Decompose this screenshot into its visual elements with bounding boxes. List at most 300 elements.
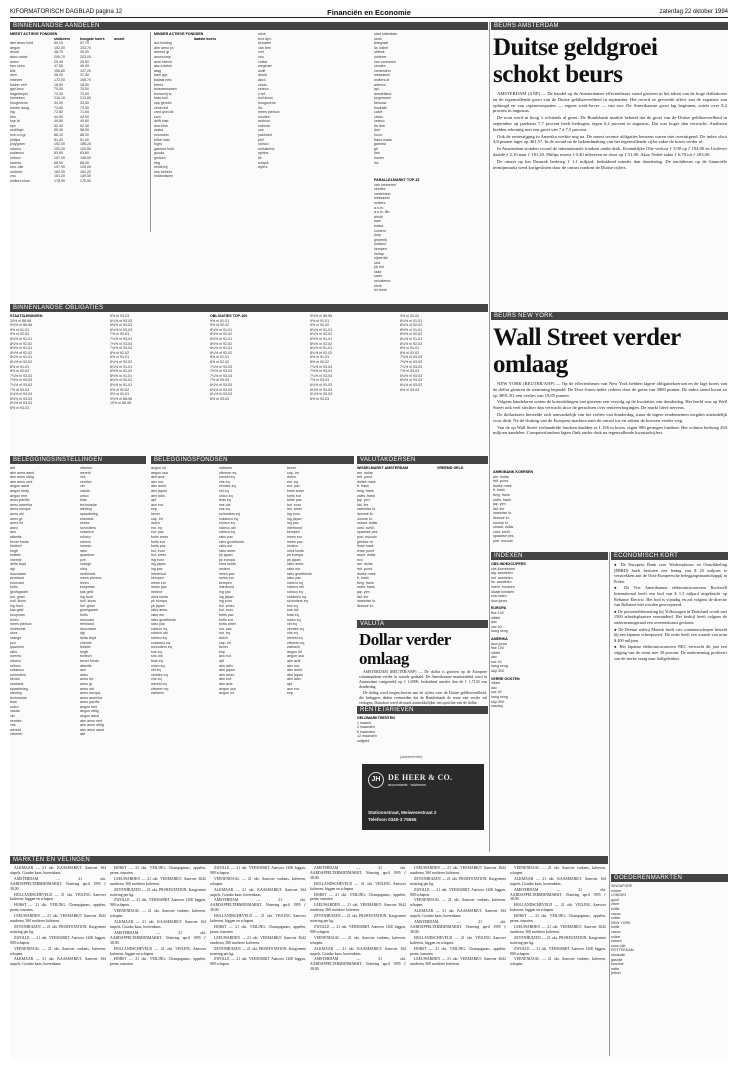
row-label: eur. eq [219,631,230,636]
row-label: apf [219,658,224,663]
row-label: apl [374,87,379,92]
row-label: 8½% nl 92-02 [110,369,133,374]
advertisement-de-heer[interactable] [362,764,484,830]
row-label: stad rotterdam [374,32,398,36]
row-label: bngfr [80,649,89,654]
row-label: apf [287,681,292,686]
row-label: grolsch [154,156,166,161]
row-label: 8½% nl 91-01 [10,346,33,351]
market-report: VEENENDAAL — 21 okt. Aanvoer varkens, kalveren, schapen. [410,898,506,908]
row-label: duitse mark [357,479,376,484]
row-label: eoe-index [491,594,507,599]
aandelen-right-column [374,32,488,165]
row-label: kas geld [10,608,24,613]
paragraph: Ook de rentestijging in Amerika werkte nog na. De meest recente obligaties beurzen waren niet overtuigend. De index sloot 4,8 punten lager op 401,57. In de avond na de bekendmaking van het tegenvallende cijfer zakte de koers verder af. [493,133,727,145]
row-label: vredestein [374,191,391,196]
section-bar-beleggingsfondsen: BELEGGINGSFONDSEN [151,456,354,464]
market-report: AMSTERDAM — 21 okt. AARDAPPELTERMIJNMARKT. Notering april 1995 ƒ 38,00. [10,876,106,891]
market-report: HORST — 21 okt. VEILING: Champignons, appelen, peren, tomaten. [10,903,106,913]
row-label: schroders eq [287,599,308,604]
row-label: vhs eq [219,479,230,484]
row-label: vbi [80,484,85,489]
row-label: heineken [10,96,25,101]
row-value: 192,00 [54,142,65,147]
row-label: zweedse kr. [357,599,376,604]
row-label: oost. schill. [493,529,511,534]
row-label: rodamco eq [151,640,170,645]
row-label: trias eq [287,613,299,617]
row-label: 7¾% nl 93-03 [310,364,333,369]
row-label: eur. pac [287,484,300,489]
row-label: jap. yen [357,498,370,503]
row-value: 34,00 [54,100,63,105]
obl-rows-5 [400,314,488,392]
row-label: mees pierson [258,110,280,115]
row-label: hes beheer [154,169,172,174]
row-label: 8% nl 92-02 [210,359,230,364]
row-value: 73,00 [80,91,89,96]
row-label: senior [80,521,90,526]
row-label: aegon aand [10,484,29,489]
row-label: amro europa [80,691,101,696]
row-label: 8¾% nl 92-02 [310,332,333,337]
row-label: 8% nl 91-01 [210,355,230,360]
row-label: 8¾% nl 91-01 [210,327,233,332]
amro-koersen-table [493,470,727,548]
row-label: 6½% nl 93-03 [210,387,233,392]
row-label: unico [10,704,19,709]
row-label: econosto [154,133,169,138]
row-value: 25,50 [80,59,89,64]
row-label: unique [258,160,269,165]
section-bar-binnenland-aandelen: BINNENLANDSE AANDELEN [10,22,488,30]
row-label: 7% nl 93-03 [310,378,330,383]
row-label: phil [258,137,264,142]
table-row [219,691,285,696]
paragraph: AMSTERDAM (ANP) — De handel op de Amsterdamse effectenbeurs stond gisteren in het teken van de hoge dollarkoers en de tegenvallende groei van de Duitse geldhoeveelheid in september. Het record ze gevoerde affect van de expansie van ophoogd en van ceptmeseopaties — ergens werk-hever — van ster. De Amerikaanse groei lag beginnen, zoiets over 8,2 procent in augustus. [493,91,727,114]
row-label: aegon rent [80,704,98,709]
row-value: 49,00 [80,64,89,69]
row-label: koffie [611,906,620,911]
market-report: ZWOLLE — 21 okt. VEEMARKT Aanvoer 1200 biggen, 900 schapen. [210,866,306,875]
news-item: ● De Vier Amerikaanse elektronicaconcerns Rockwell International heeft een bod van $ 1,3 miljard uitgebracht op Reliance Electric. Het bod is vijandig en zal volgens de directie van Reliance niet worden geaccepteerd. [614,585,727,608]
economisch-kort-column [614,562,727,662]
row-value: 103,70 [80,45,91,50]
row-label: eemland [10,576,24,581]
row-label: gamma hold. [154,146,175,151]
row-label: cap. int [219,640,231,645]
row-label: goud [611,897,619,902]
row-label: ohra fonds [219,562,236,567]
row-label: stork [258,32,266,36]
market-report: AMSTERDAM — 21 okt. AARDAPPELTERMIJNMARKT. Notering april 1995 ƒ 38,00. [110,930,206,945]
market-report: AMSTERDAM — 21 okt. AARDAPPELTERMIJNMARKT. Notering april 1995 ƒ 38,00. [310,957,406,972]
row-label: borsumij w. [154,91,172,96]
row-label: stookolie [611,952,626,957]
row-label: rabo pac [151,622,165,627]
market-report: ZWOLLE — 21 okt. VEEMARKT Aanvoer 1200 biggen, 900 schapen. [310,924,406,934]
row-label: nafta [611,966,619,971]
row-label: rolinco eq [219,521,235,526]
row-label: ruwe olie [611,943,626,948]
row-label: bever fonds [80,658,99,663]
hdr-omzet: omzet [114,36,125,41]
row-label: hol. amer. [287,507,303,512]
markten-column [410,866,506,968]
row-label: ass.b.ketch [154,64,173,69]
row-label: ohra [80,567,88,572]
paragraph: AMSTERDAM (REUTER/ANP) — De dollar is gisteren op de Europese valutamarkten verder in waarde gedaald. De Amerikaanse munteenheid werd in Amsterdam vastgesteld op ƒ 1,6990, beduidend minder dan de ƒ 1,7130 van donderdag. [359,670,487,689]
row-label: eur. eq [151,525,162,530]
row-label: fugro [154,142,163,147]
row-label: zilveren [80,466,93,470]
market-report: ALKMAAR — 21 okt. KAASMARKT: Aanvoer 164 stapels. Goudse kaas, boerenkaas. [410,909,506,919]
row-label: van ommeren [374,59,396,64]
row-label: 8½% nl 92-02 [310,341,333,346]
row-label: polygram [10,142,25,147]
row-label: kempen [151,576,164,581]
row-label: 7½% nl 93-03 [210,369,233,374]
row-label: snsbank [80,516,94,521]
row-label: fortis pac [151,544,166,549]
row-label: robeco obl [287,585,304,590]
row-label: wereld eq [219,475,235,480]
article-body-wall-street [493,381,727,436]
row-label: hunter [374,156,385,161]
row-label: 6½% nl 93-03 [10,396,33,401]
row-label: acf-holding [154,41,172,46]
row-label: robeco [80,539,91,544]
row-label: vhs [80,475,86,480]
row-label: abn azie [151,475,165,480]
row-label: 7½% nl 93-03 [310,369,333,374]
row-label: callgeld [357,738,370,743]
row-label: rolinco [80,534,91,539]
row-label: suiker [611,934,621,939]
row-label: abn eur. [219,677,232,682]
row-label: 6% nl 93-03 [400,387,420,392]
row-label: belg. frank [493,492,510,497]
row-label: mees pac [151,585,167,590]
masthead-section-title: Financiën en Economie [327,8,411,17]
row-label: ing euro [287,511,300,516]
row-label: abn azie [219,681,233,686]
row-label: zwits. frank [493,497,511,502]
market-report: AMSTERDAM — 21 okt. AARDAPPELTERMIJNMARKT. Notering april 1995 ƒ 38,00. [210,898,306,913]
row-label: wolters kluw [10,179,30,183]
row-label: rolinco eq [151,635,167,640]
row-label: jap. yen [493,502,506,507]
row-label: vnu [10,174,16,179]
row-label: kempen [374,246,387,251]
market-report: LEEUWARDEN — 21 okt. VEEMARKT: Aanvoer 3642 runderen, 560 nuchtere kalveren. [410,957,506,967]
row-label: holl. kloos [80,599,96,604]
parallelmarkt-title: PARALLELMARKT TOP-15 [374,178,420,182]
rente-rows [357,721,488,744]
row-label: ceteco [258,87,269,92]
row-label: pzn [10,640,16,645]
row-label: clean [374,114,383,119]
row-label: asm interm. [154,59,173,64]
row-label: amro int [80,677,93,682]
row-label: dorp [374,233,382,238]
row-label: stork [374,283,382,288]
row-value: 58,90 [80,128,89,133]
row-label: dutch [151,521,160,526]
row-label: abn japan [219,668,235,673]
row-label: fortis amer [287,488,304,493]
fonds-rows-1 [151,466,217,696]
row-label: 6¼% nl 93-03 [310,392,333,397]
row-label: 8¼% nl 91-01 [10,355,33,360]
row-label: cac 40 [491,690,502,695]
row-label: hunter doug. [10,105,31,110]
row-label: 9% nl 91-01 [310,318,330,323]
row-label: elsevier [10,77,23,82]
market-report: ALKMAAR — 21 okt. KAASMARKT: Aanvoer 164 stapels. Goudse kaas, boerenkaas. [110,920,206,929]
row-label: vbi [10,714,15,719]
row-label: spaanse pes. [493,534,515,539]
row-value: 88,00 [80,133,89,138]
row-label: 9% nl 92-02 [10,332,30,337]
table-row [287,691,354,696]
row-label: abn amro aand [10,470,35,475]
row-label: spaarbeleg [80,511,98,516]
row-label: fortis pac [287,498,302,503]
markten-veilingen-area [10,866,608,1056]
row-value: 100,50 [80,146,91,151]
row-label: quantum [10,645,24,650]
row-label: bever [287,466,296,470]
vreemd-geld-label: VREEMD GELD [437,466,464,470]
row-label: technostar [80,502,97,507]
table-row [491,629,608,634]
row-label: leven [10,617,19,622]
row-label: 6% nl 93-03 [310,396,330,401]
row-label: vendex eq [287,626,304,631]
vertical-rule [489,22,490,852]
row-label: bolsw [374,223,384,228]
row-label: kas geld [80,590,94,595]
masthead-date: zaterdag 22 oktober 1994 [659,9,728,15]
row-label: 8½% nl 91-01 [210,336,233,341]
row-label: deense kr. [493,515,510,520]
row-label: rubber [611,888,622,893]
row-label: 8¼% nl 92-02 [210,350,233,355]
row-label: aegon int [219,691,234,696]
row-value: 51,40 [54,137,63,142]
row-value: 108,00 [80,156,91,161]
row-value: 197,90 [54,165,65,170]
row-label: wereld [80,470,91,475]
row-label: econ. [374,133,383,138]
row-label: alle [10,68,16,73]
row-label: 8¾% nl 91-01 [110,382,133,387]
row-label: 6% nl 93-03 [10,405,30,410]
row-value: 71,60 [80,110,89,115]
row-label: grontmij [374,237,387,242]
row-label: gti [374,146,378,151]
row-label: wolters [374,200,386,205]
row-label: schroders eq [219,511,240,516]
markten-column [310,866,406,973]
row-label: beers [154,82,163,87]
row-label: rabo amer. [151,608,169,613]
row-label: vredestein [374,68,391,73]
row-label: jetfuel [611,971,621,976]
row-label: begemann [374,96,391,101]
row-label: mees pierson [80,576,102,581]
row-label: zwits. frank [357,585,375,590]
table-row [10,732,76,737]
row-label: benzine [611,962,624,967]
row-label: robeco eq [219,530,235,535]
row-label: gasolie [611,957,623,962]
table-row [210,397,306,402]
row-label: koopman [10,613,25,617]
row-label: port. escudo [357,534,377,539]
staatsleningen-column [10,314,106,410]
row-value: 151,20 [54,174,65,179]
row-label: 8¾% nl 91-01 [10,336,33,341]
hdr-laatste: laatste koers [194,36,216,41]
row-value: 107,20 [80,68,91,73]
row-label: bolster [80,645,91,650]
row-label: noorse kr. [493,520,509,525]
row-label: bolster [10,553,21,558]
row-label: boskalis [374,105,387,110]
hdr-hoogste: hoogste koers [80,36,105,41]
row-value: 165,70 [80,77,91,82]
row-label: ohra fonds [287,548,304,553]
row-label: 8¾% nl 92-02 [110,378,133,383]
row-value: 194,00 [80,165,91,170]
minder-actieve-column [154,32,254,179]
market-report: ZWOLLE — 21 okt. VEEMARKT Aanvoer 1200 biggen, 900 schapen. [110,898,206,908]
market-report: ALKMAAR — 21 okt. KAASMARKT: Aanvoer 164 stapels. Goudse kaas, boerenkaas. [210,887,306,897]
row-label: 6% nl 93-03 [210,396,230,401]
row-label: hagemeyer [10,91,28,96]
row-label: amstelland [374,91,392,96]
row-label: pk europa [219,557,235,562]
parallelmarkt-table [374,178,488,300]
paragraph: De toon werd in hoog 's ochtends al gezet. De Bondsbank maakte bekend dat de groei van de Duitse geldhoeveelheid in september op jaarbasis 7,7 procent heeft bedragen, tegen 6,2 procent in augustus. Dat was hoger dan verwacht. Analisten hielden rekening met een groei van 7 à 7,5 procent. [493,115,727,132]
headline-duitse-geldgroei: Duitse geldgroei schokt beurs [493,34,658,88]
row-value: 68,40 [80,160,89,165]
row-label: aegon usa [219,686,236,691]
obl-rows-3 [210,319,306,402]
row-value: 59,10 [54,41,63,46]
row-label: 9% nl 91-01 [210,318,230,323]
row-label: 6¾% nl 93-03 [10,392,33,397]
row-label: dow jones [491,598,508,603]
row-label: ital. lire [357,594,369,599]
row-label: wegener [258,64,272,69]
row-label: cac 40 [491,659,502,664]
row-label: 7% nl 93-03 [110,332,130,337]
column-divider [150,32,151,232]
row-label: port. escudo [493,538,513,543]
row-label: zilveren [10,732,23,737]
row-label: bnp [151,507,157,512]
row-label: robeco eq [151,626,167,631]
market-report: ZEVENHUIZEN — 21 okt. PROEFSTATION: Kasgroente notering per kg. [110,887,206,897]
row-value: 73,80 [54,105,63,110]
row-label: abn japan [151,488,167,493]
row-label: delta lloyd [10,562,27,567]
row-label: 8½% nl 92-02 [210,341,233,346]
parallel-rows [374,183,488,293]
index-rows [491,567,608,604]
row-label: 8½% nl 91-01 [400,327,423,332]
row-label: zilveren eq [287,640,305,645]
row-label: 10% nl 88-98 [10,318,32,323]
row-label: raad [374,269,382,274]
row-label: 7¼% nl 93-03 [310,373,333,378]
row-label: abn amro pr. [154,45,175,50]
row-label: aegon oblig [10,488,29,493]
row-label: nedlloyd [10,128,24,133]
market-report: HORST — 21 okt. VEILING: Champignons, appelen, peren, tomaten. [410,946,506,956]
row-label: aegon usa [151,470,168,475]
table-row [151,691,217,696]
row-label: dorr.blok [154,123,168,128]
market-report: ALKMAAR — 21 okt. KAASMARKT: Aanvoer 164 stapels. Goudse kaas, boerenkaas. [310,946,406,956]
row-label: ing pac [219,590,231,595]
row-label: ter beek [374,288,387,293]
row-label: abn azie [287,658,301,663]
obligaties-top-title: OBLIGATIES TOP-100 [210,314,248,318]
row-label: deense kr. [357,603,374,608]
row-label: hol. groei [10,594,25,599]
row-label: abn latin. [151,493,166,498]
row-label: ahold [258,73,267,78]
table-row [310,397,396,402]
masthead-paper-name: KIFORMATORISCH DAGBLAD pagina 12 [10,9,123,15]
row-label: ing euro [219,599,232,604]
paragraph: Volgens handelaren waren de koersdalingen van gisteren een vervolg op de kwotaties van donderdag. Het beeld was op Wall Street ook veel slechter dan verwacht door de geruchten over renteverhogingen. De markt bleef nerveus. [493,399,727,411]
row-label: otra [374,260,381,265]
market-report: ZEVENHUIZEN — 21 okt. PROEFSTATION: Kasgroente notering per kg. [510,935,606,945]
row-label: NEW YORK [611,920,631,925]
row-label: delta lloyd [80,635,97,640]
row-label: vendex [10,718,22,723]
row-value: 49,80 [54,119,63,124]
row-label: vendex eq [151,672,168,677]
row-label: dgl [80,631,85,636]
row-label: a.s.m. [374,205,384,210]
row-value: 44,90 [54,114,63,119]
row-value: 38,20 [54,73,63,78]
section-bar-beurs-amsterdam: BEURS AMSTERDAM [491,22,728,30]
section-bar-economisch-kort: ECONOMISCH KORT [611,552,728,560]
row-label: akzo nobel [10,54,28,59]
market-report: HOLLANDSCHEVELD — 21 okt. VEILING Aanvoer kalveren, biggen en schapen. [10,892,106,902]
row-label: jap. yen [357,590,370,595]
row-label: 9% nl 91-01 [110,392,130,397]
market-report: HORST — 21 okt. VEILING: Champignons, appelen, peren, tomaten. [310,892,406,902]
row-label: 6¾% nl 93-03 [210,382,233,387]
row-label: senior [10,677,20,682]
row-label: 8¼% nl 91-01 [310,346,333,351]
news-item-text: De Vier Amerikaanse elektronicaconcerns Rockwell International heeft een bod van $ 1,3 miljard uitgebracht op Reliance Electric. Het bod is vijandig en zal volgens de directie van Reliance niet worden geaccepteerd. [614,585,727,608]
row-label: abn amro oblig [10,475,34,480]
article-duitse-geldgroei [493,34,727,171]
row-label: nikkei [491,650,501,655]
row-label: interbond [151,571,166,576]
row-label: eriks hold. [154,137,171,142]
row-label: rolinco eq [287,590,303,595]
